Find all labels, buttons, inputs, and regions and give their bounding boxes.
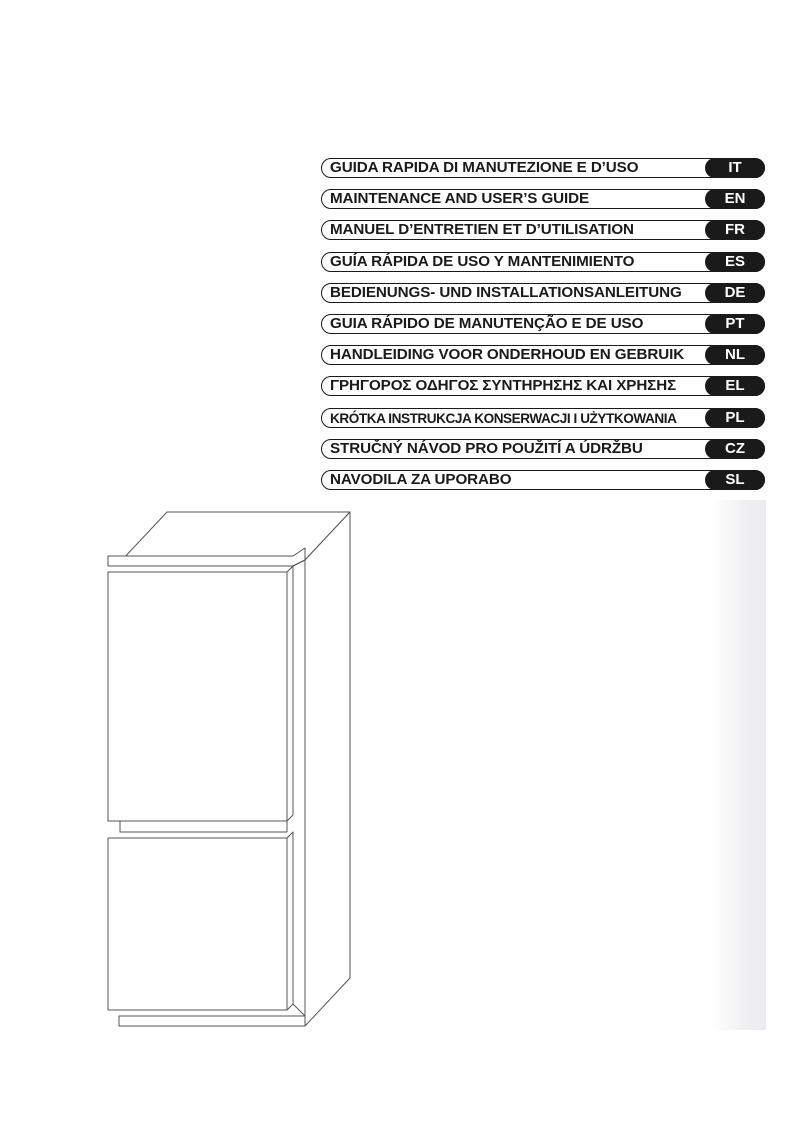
guide-title: ΓΡΗΓΟΡΟΣ ΟΔΗΓΟΣ ΣΥΝΤΗΡΗΣΗΣ ΚΑΙ ΧΡΗΣΗΣ bbox=[330, 377, 677, 395]
lang-badge-fr: FR bbox=[705, 220, 765, 240]
guide-title: MAINTENANCE AND USER’S GUIDE bbox=[330, 190, 590, 208]
guide-title: MANUEL D’ENTRETIEN ET D’UTILISATION bbox=[330, 221, 634, 239]
lang-badge-el: EL bbox=[705, 376, 765, 396]
guide-title: HANDLEIDING VOOR ONDERHOUD EN GEBRUIK bbox=[330, 346, 685, 364]
guide-title: NAVODILA ZA UPORABO bbox=[330, 470, 512, 488]
lang-badge-it: IT bbox=[705, 158, 765, 178]
guide-title: KRÓTKA INSTRUKCJA KONSERWACJI I UŻYTKOWANIA bbox=[330, 410, 677, 426]
guide-title: STRUČNÝ NÁVOD PRO POUŽITÍ A ÚDRŽBU bbox=[330, 439, 643, 457]
lang-badge-de: DE bbox=[705, 283, 765, 303]
lang-badge-es: ES bbox=[705, 252, 765, 272]
guide-title: GUIA RÁPIDO DE MANUTENÇÃO E DE USO bbox=[330, 314, 644, 332]
lang-badge-sl: SL bbox=[705, 470, 765, 490]
lang-badge-cz: CZ bbox=[705, 439, 765, 459]
guide-title: GUÍA RÁPIDA DE USO Y MANTENIMIENTO bbox=[330, 252, 635, 270]
lang-badge-nl: NL bbox=[705, 345, 765, 365]
guide-title: GUIDA RAPIDA DI MANUTEZIONE E D’USO bbox=[330, 159, 639, 176]
guide-title: BEDIENUNGS- UND INSTALLATIONSANLEITUNG bbox=[330, 283, 682, 301]
lang-badge-pl: PL bbox=[705, 408, 765, 428]
lang-badge-en: EN bbox=[705, 189, 765, 209]
lang-badge-pt: PT bbox=[705, 314, 765, 334]
